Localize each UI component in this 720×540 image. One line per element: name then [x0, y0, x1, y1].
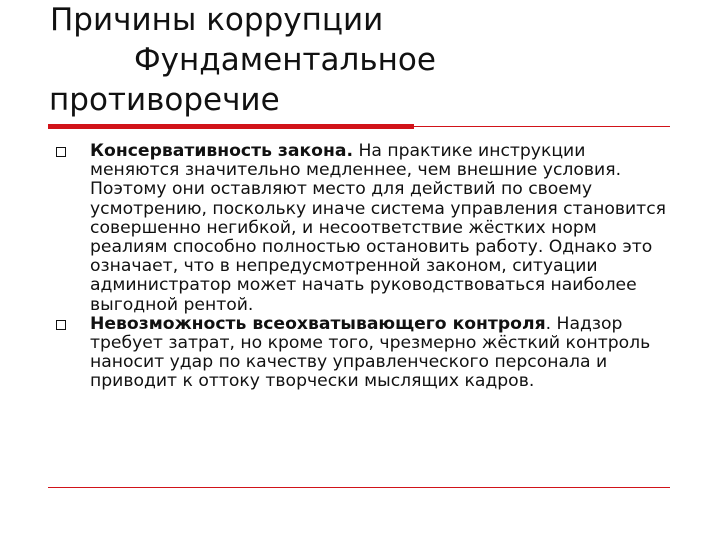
footer-divider-line — [48, 487, 670, 488]
title-line-3: противоречие — [49, 82, 280, 118]
title-divider-line — [414, 126, 670, 127]
bullet-text: На практике инструкции меняются значительно медленнее, чем внешние условия. Поэтому они оставляют место для действий по своему усмотрению, поскольку иначе система управления становится совершенно негибкой, и несоответствие жёстких норм реалиям способно полностью остановить работу. Однако это означает, что в непредусмотренной законом, ситуации администратор может начать руководствоваться наиболее выгодной рентой. — [90, 141, 666, 315]
bullet-lead: Невозможность всеохватывающего контроля — [90, 313, 546, 334]
title-accent-bar — [48, 124, 414, 129]
bullet-item — [50, 142, 670, 315]
bullet-text: . Надзор требует затрат, но кроме того, чрезмерно жёсткий контроль наносит удар по качеству управленческого персонала и приводит к оттоку творчески мыслящих кадров. — [90, 313, 651, 392]
title-line-1: Причины коррупции — [50, 2, 384, 38]
slide-title — [50, 0, 690, 120]
square-bullet-icon — [56, 320, 66, 330]
bullet-lead: Консервативность закона. — [90, 141, 353, 161]
bullet-item — [50, 315, 670, 392]
title-line-2: Фундаментальное — [134, 42, 436, 78]
bullet-list — [50, 142, 670, 392]
square-bullet-icon — [56, 147, 66, 157]
